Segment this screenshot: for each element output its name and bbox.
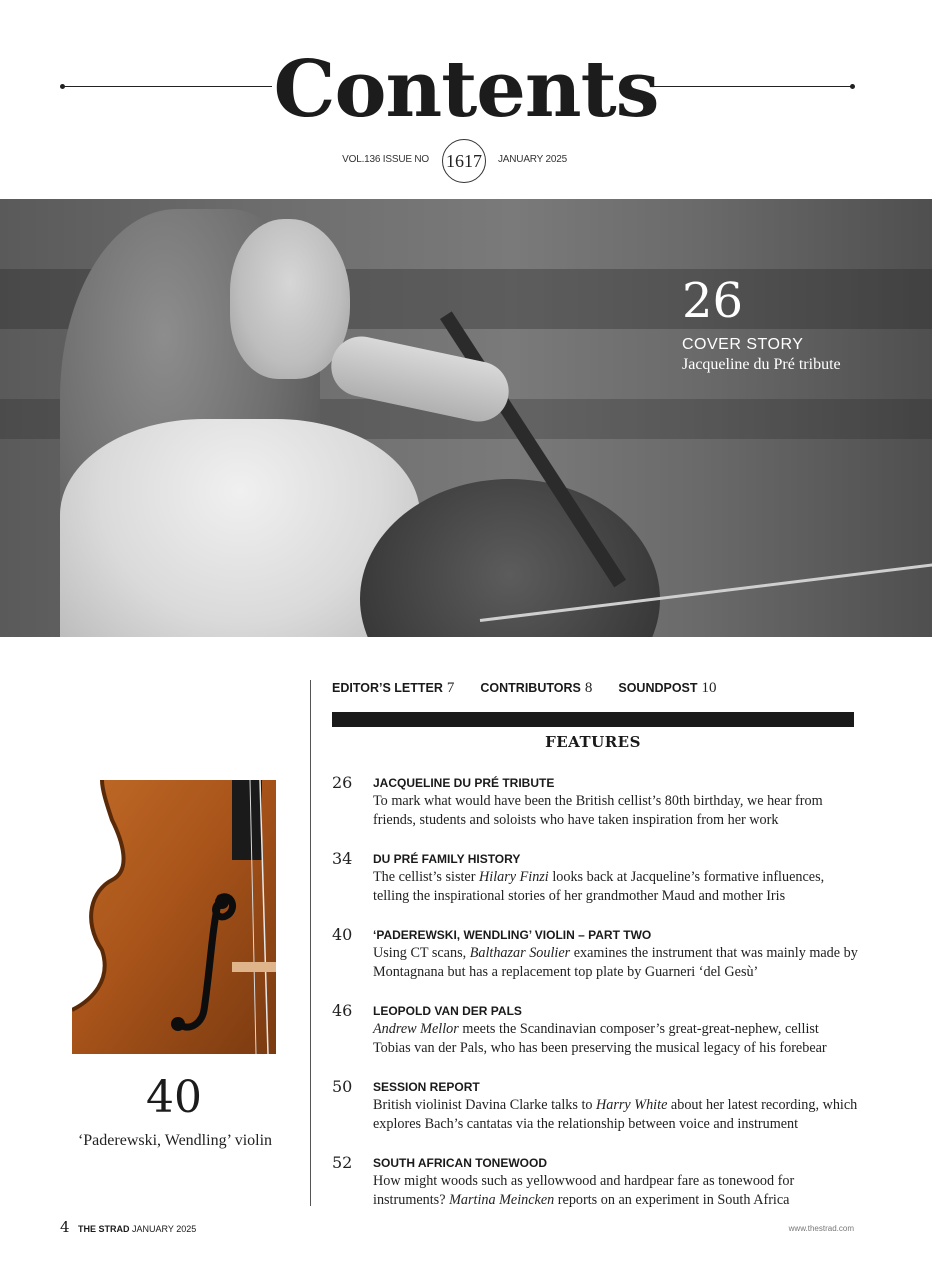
link-page: 7: [446, 680, 455, 696]
cover-photo: [0, 199, 932, 637]
link-page: 8: [584, 680, 593, 696]
features-heading: FEATURES: [545, 733, 641, 751]
desc-author: Martina Meincken: [449, 1192, 555, 1208]
feature-title: SOUTH AFRICAN TONEWOOD: [373, 1156, 547, 1170]
feature-description: [373, 1172, 859, 1210]
desc-text: British violinist Davina Clarke talks to: [373, 1097, 597, 1113]
regulars-links: [332, 680, 743, 700]
feature-description: [373, 1096, 859, 1134]
desc-author: Andrew Mellor: [373, 1021, 459, 1037]
link-label: SOUNDPOST: [618, 681, 698, 695]
folio-date: JANUARY 2025: [132, 1224, 197, 1234]
link-contributors[interactable]: [480, 680, 618, 695]
cover-story-page[interactable]: 26: [682, 273, 744, 329]
issue-info: [0, 139, 932, 183]
feature-description: [373, 944, 859, 982]
issue-number-badge: 1617: [442, 139, 486, 183]
brand-name: THE STRAD: [78, 1224, 130, 1234]
violin-photo: [72, 780, 276, 1054]
desc-text: The cellist’s sister: [373, 869, 479, 885]
feature-page: 46: [332, 1001, 353, 1020]
link-page: 10: [701, 680, 717, 696]
desc-author: Hilary Finzi: [479, 869, 549, 885]
feature-title: JACQUELINE DU PRÉ TRIBUTE: [373, 776, 555, 790]
desc-author: Harry White: [596, 1097, 668, 1113]
link-label: EDITOR’S LETTER: [332, 681, 443, 695]
feature-title: SESSION REPORT: [373, 1080, 480, 1094]
folio-page-number: 4: [60, 1218, 70, 1236]
volume-label: VOL.136 ISSUE NO: [342, 154, 429, 165]
feature-title: ‘PADEREWSKI, WENDLING’ VIOLIN – PART TWO: [373, 928, 652, 942]
cover-story-subtitle[interactable]: Jacqueline du Pré tribute: [682, 356, 841, 373]
feature-page: 50: [332, 1077, 353, 1096]
desc-text: reports on an experiment in South Africa: [554, 1192, 790, 1208]
issue-date: JANUARY 2025: [498, 154, 567, 165]
desc-author: Balthazar Soulier: [469, 945, 571, 961]
desc-text: about her latest recording, which explores Bach’s cantatas via the relationship between voice and instrument: [373, 1097, 858, 1132]
feature-page: 52: [332, 1153, 353, 1172]
section-bar: [332, 712, 854, 727]
cover-story-label[interactable]: COVER STORY: [682, 336, 804, 353]
feature-page: 34: [332, 849, 353, 868]
violin-feature-page[interactable]: 40: [146, 1072, 202, 1123]
feature-page: 40: [332, 925, 353, 944]
folio-brand: [78, 1224, 196, 1234]
website-url[interactable]: www.thestrad.com: [788, 1224, 854, 1233]
page-title: Contents: [273, 44, 659, 135]
link-label: CONTRIBUTORS: [480, 681, 581, 695]
desc-text: meets the Scandinavian composer’s great-great-nephew, cellist Tobias van der Pals, who has been preserving the musical legacy of his forebear: [373, 1021, 827, 1056]
desc-text: How might woods such as yellowwood and hardpear fare as tonewood for instruments?: [373, 1173, 795, 1208]
photo-face-shape: [230, 219, 350, 379]
feature-description: [373, 1020, 859, 1058]
feature-title: DU PRÉ FAMILY HISTORY: [373, 852, 521, 866]
feature-title: LEOPOLD VAN DER PALS: [373, 1004, 522, 1018]
violin-f-hole-illustration: [72, 780, 276, 1054]
desc-text: To mark what would have been the British cellist’s 80th birthday, we hear from friends, students and soloists who have taken inspiration from her work: [373, 793, 823, 828]
feature-description: [373, 792, 859, 830]
column-divider: [310, 680, 311, 1206]
link-editors-letter[interactable]: [332, 680, 480, 695]
feature-description: [373, 868, 859, 906]
desc-text: examines the instrument that was mainly made by Montagnana but has a replacement top plate by Guarneri ‘del Gesù’: [373, 945, 858, 980]
feature-page: 26: [332, 773, 353, 792]
violin-feature-caption[interactable]: ‘Paderewski, Wendling’ violin: [77, 1132, 273, 1149]
desc-text: Using CT scans,: [373, 945, 470, 961]
desc-text: looks back at Jacqueline’s formative influences, telling the inspirational stories of her grandmother Maud and mother Iris: [373, 869, 825, 904]
link-soundpost[interactable]: [618, 680, 742, 695]
